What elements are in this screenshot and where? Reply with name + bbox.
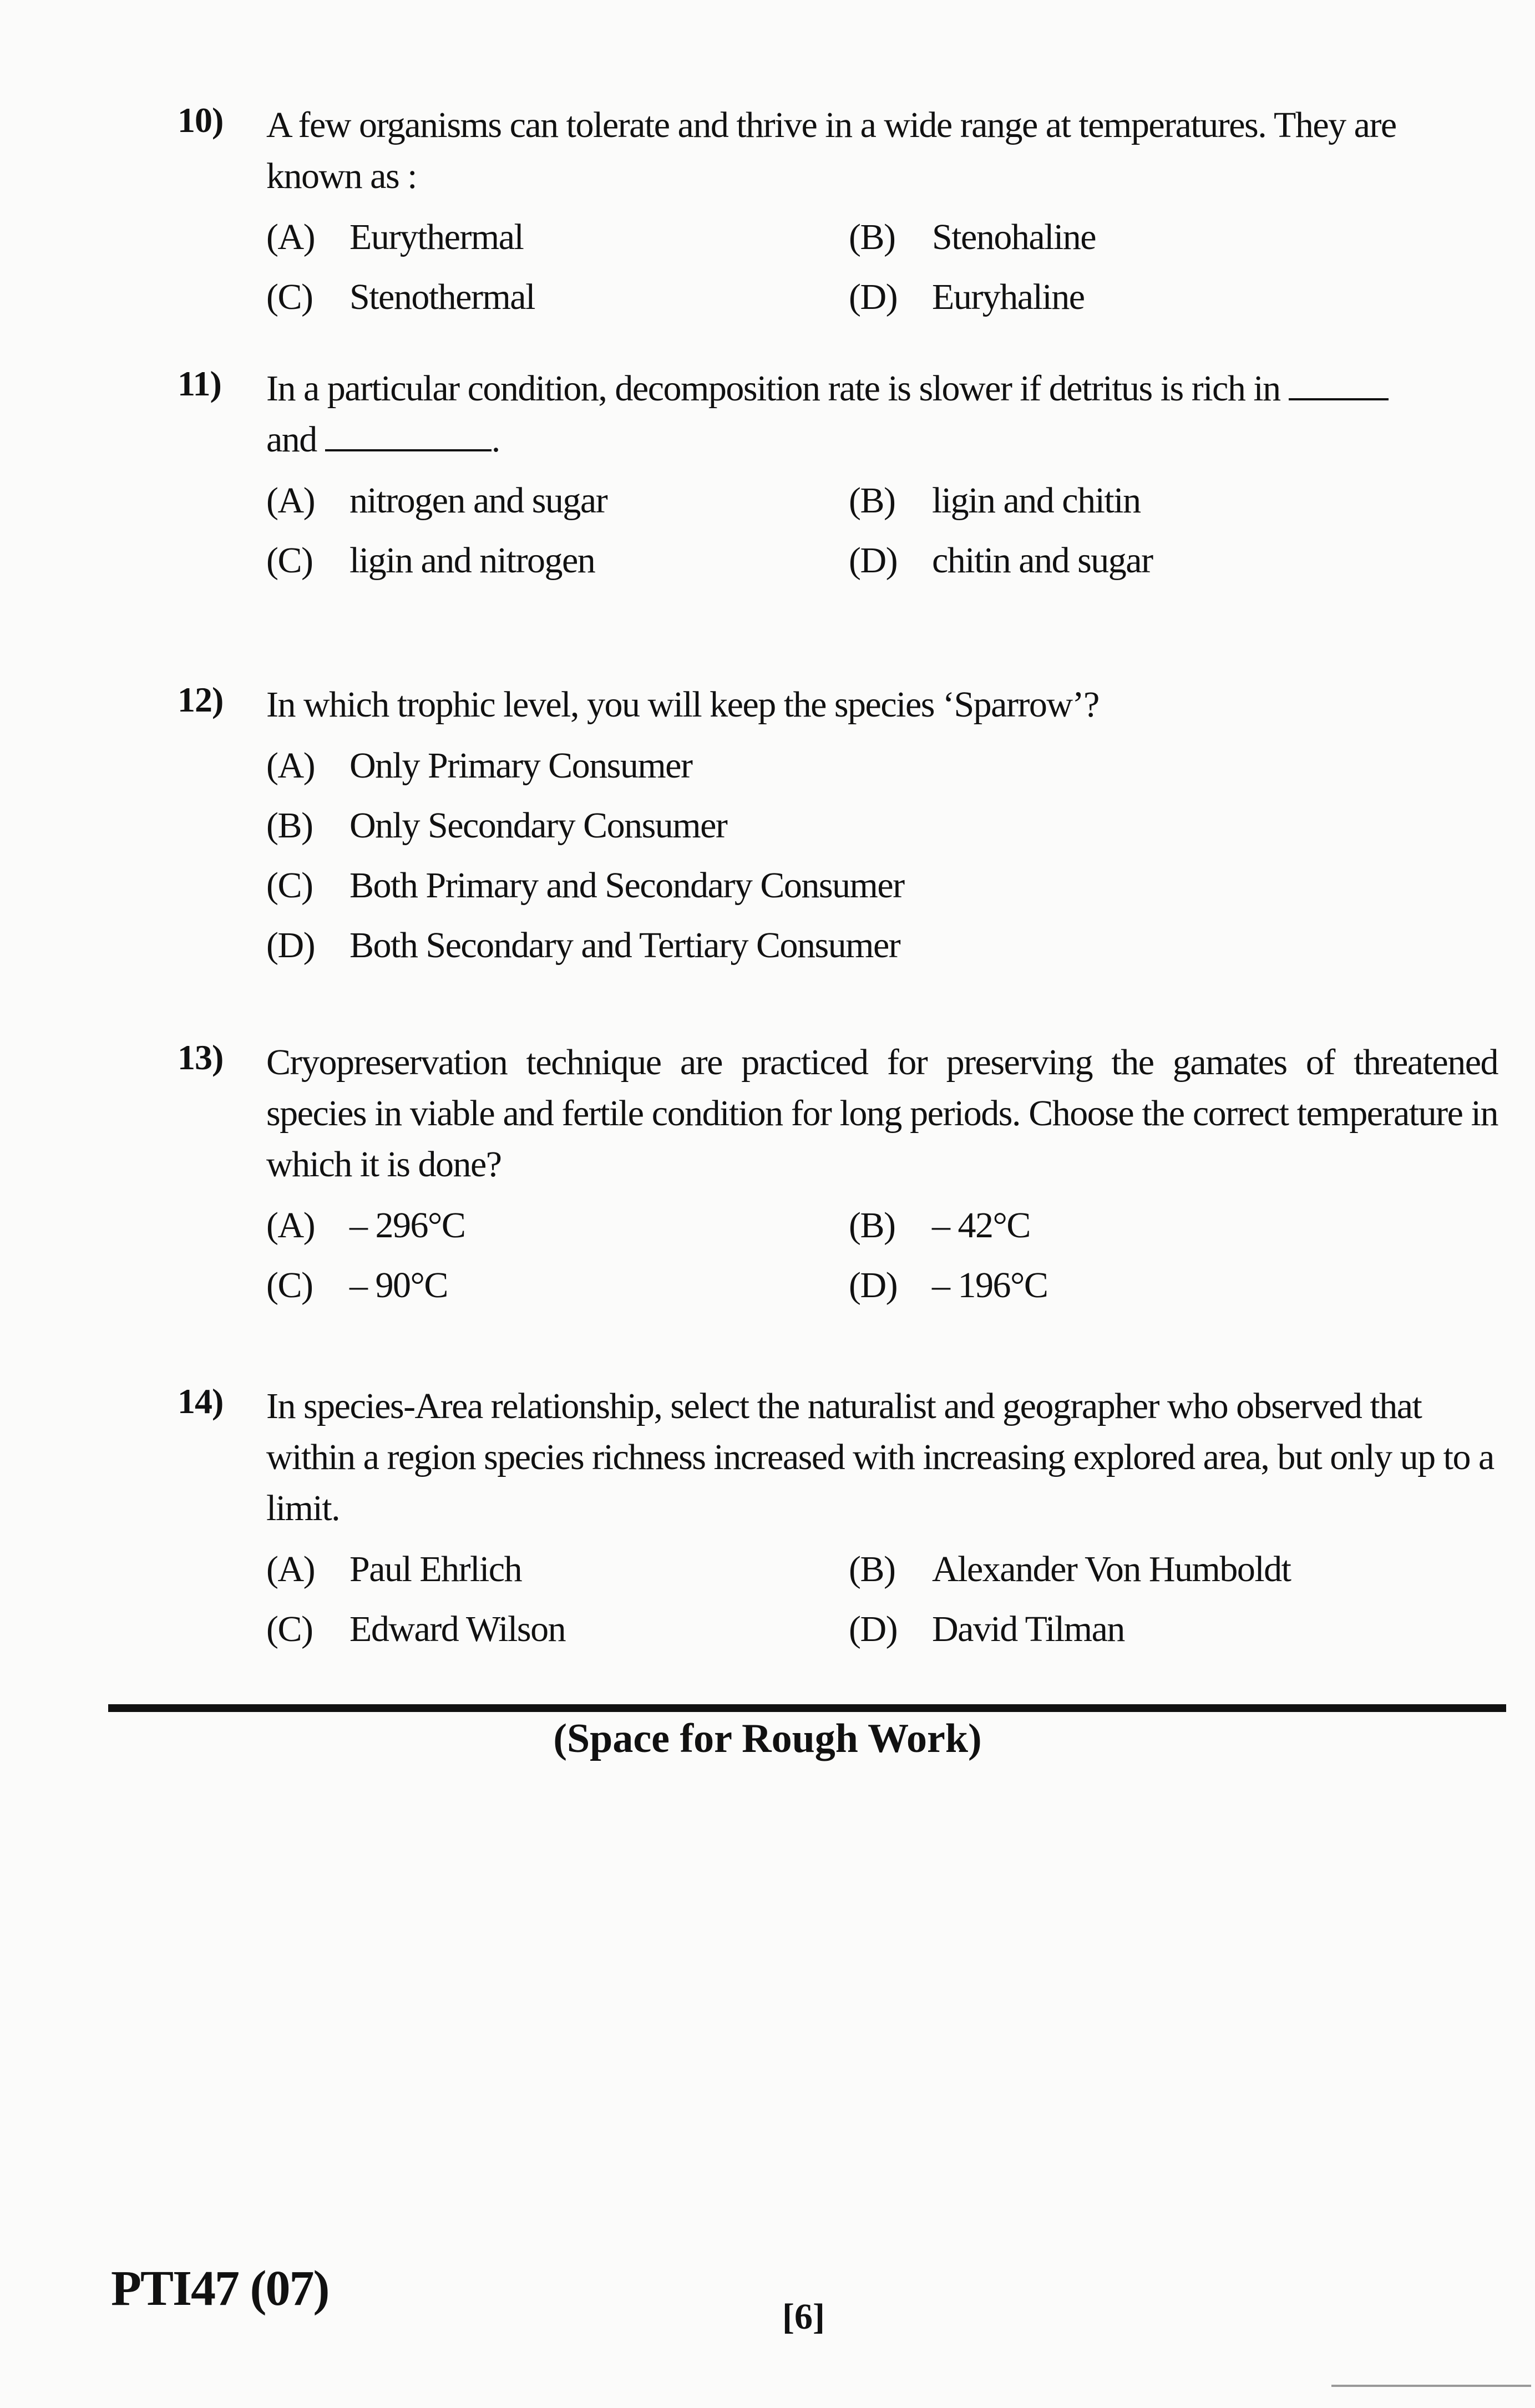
options — [266, 736, 1498, 976]
question-number: 13) — [178, 1038, 224, 1077]
rough-work-heading: (Space for Rough Work) — [553, 1716, 982, 1761]
question-14 — [178, 1381, 1498, 1659]
question-number: 10) — [178, 100, 224, 140]
question-text: In which trophic level, you will keep the species ‘Sparrow’? — [266, 684, 1099, 725]
question-text: In species-Area relationship, select the naturalist and geographer who observed that within a region species richness increased with increasing explored area, but only up to a limit. — [266, 1386, 1494, 1528]
option-b[interactable]: (B) Only Secondary Consumer — [266, 805, 727, 846]
option-d[interactable]: (D) – 196°C — [849, 1265, 1048, 1305]
option-b[interactable]: (B) – 42°C — [849, 1205, 1030, 1246]
options — [266, 207, 1498, 327]
option-d[interactable]: (D) chitin and sugar — [849, 540, 1153, 581]
option-c[interactable]: (C) Stenothermal — [266, 277, 535, 317]
option-d[interactable]: (D) Euryhaline — [849, 277, 1085, 317]
option-a[interactable]: (A) nitrogen and sugar — [266, 480, 607, 521]
question-number: 14) — [178, 1381, 224, 1421]
option-a[interactable]: (A) – 296°C — [266, 1205, 465, 1246]
option-b[interactable]: (B) Alexander Von Humboldt — [849, 1549, 1291, 1589]
question-text: A few organisms can tolerate and thrive in a wide range at temperatures. They are known as : — [266, 105, 1396, 196]
answer-blank — [1289, 366, 1389, 400]
option-d[interactable]: (D) Both Secondary and Tertiary Consumer — [266, 925, 900, 966]
option-a[interactable]: (A) Paul Ehrlich — [266, 1549, 522, 1589]
question-10 — [178, 100, 1498, 327]
option-b[interactable]: (B) Stenohaline — [849, 217, 1096, 257]
option-c[interactable]: (C) ligin and nitrogen — [266, 540, 595, 581]
option-c[interactable]: (C) – 90°C — [266, 1265, 448, 1305]
options — [266, 1540, 1498, 1659]
page-number: [6] — [782, 2297, 825, 2337]
question-number: 11) — [178, 364, 221, 403]
options — [266, 1196, 1498, 1315]
option-a[interactable]: (A) Only Primary Consumer — [266, 745, 692, 786]
option-a[interactable]: (A) Eurythermal — [266, 217, 524, 257]
options — [266, 471, 1498, 591]
answer-blank — [325, 417, 492, 451]
option-c[interactable]: (C) Both Primary and Secondary Consumer — [266, 865, 904, 906]
question-13 — [178, 1037, 1498, 1315]
question-text: Cryopreservation technique are practiced for preserving the gamates of threatened species in viable and fertile condition for long periods. Choose the correct temperature in which it is done? — [266, 1042, 1498, 1185]
scan-edge-line — [1331, 2385, 1531, 2387]
option-b[interactable]: (B) ligin and chitin — [849, 480, 1141, 521]
question-12 — [178, 679, 1498, 976]
question-text: In a particular condition, decomposition rate is slower if detritus is rich in and . — [266, 363, 1498, 465]
option-c[interactable]: (C) Edward Wilson — [266, 1609, 566, 1649]
question-number: 12) — [178, 680, 224, 719]
option-d[interactable]: (D) David Tilman — [849, 1609, 1124, 1649]
question-11 — [178, 363, 1498, 591]
paper-code: PTI47 (07) — [111, 2261, 329, 2316]
